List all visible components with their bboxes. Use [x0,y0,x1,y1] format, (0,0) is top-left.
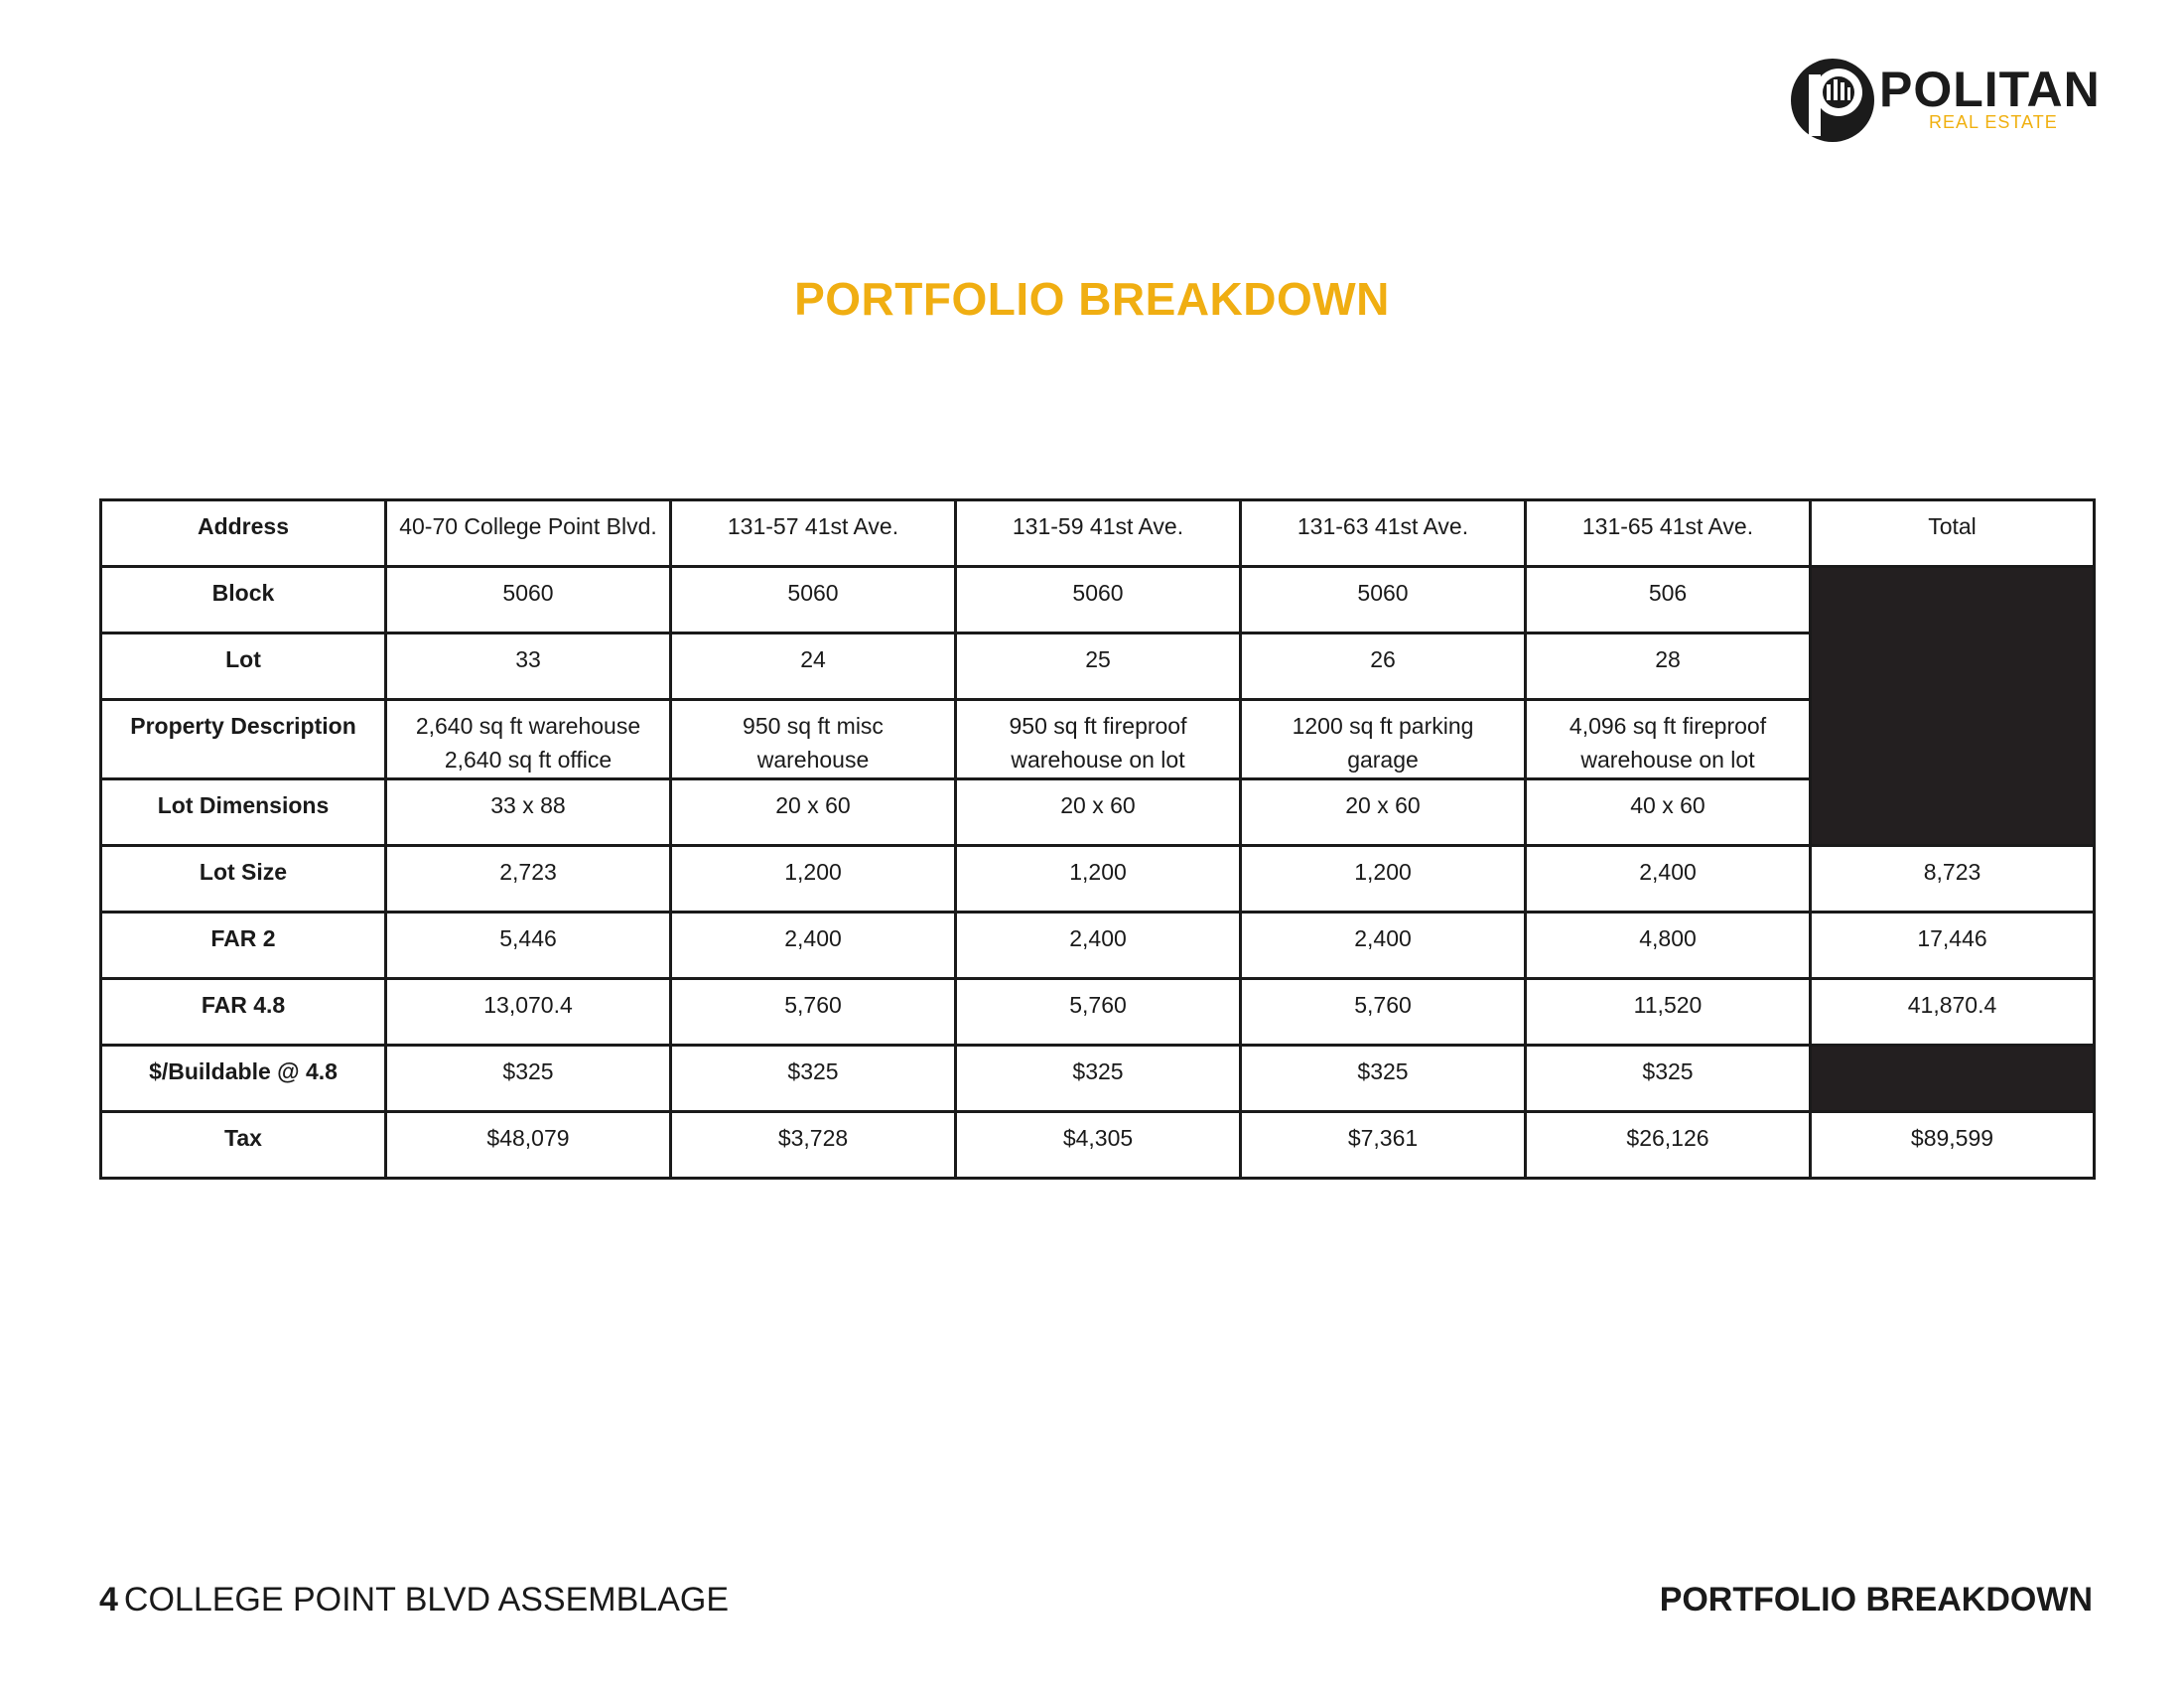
row-label: Lot [101,633,386,700]
table-cell: 2,400 [1241,913,1526,979]
row-label: Lot Dimensions [101,779,386,846]
table-cell: 5060 [386,567,671,633]
column-header: 131-63 41st Ave. [1241,500,1526,567]
table-cell: 2,400 [1526,846,1811,913]
table-cell: 11,520 [1526,979,1811,1046]
table-cell: 5,760 [671,979,956,1046]
table-cell: 5,446 [386,913,671,979]
cell-line: 4,096 sq ft fireproof [1569,713,1767,739]
footer-section-title: PORTFOLIO BREAKDOWN [1659,1581,2093,1618]
table-cell: $325 [1241,1046,1526,1112]
column-header: Address [101,500,386,567]
cell-line: garage [1347,747,1419,773]
table-cell: 1,200 [671,846,956,913]
total-cell: 41,870.4 [1811,979,2095,1046]
column-header: 131-65 41st Ave. [1526,500,1811,567]
footer-left [99,1583,729,1617]
column-header: 40-70 College Point Blvd. [386,500,671,567]
table-cell: $325 [386,1046,671,1112]
table-cell: 5060 [1241,567,1526,633]
table-cell: 5060 [956,567,1241,633]
page-number: 4 [99,1581,118,1618]
table-cell [1241,700,1526,779]
table-cell: 24 [671,633,956,700]
table-cell: 26 [1241,633,1526,700]
cell-line: 1200 sq ft parking [1292,713,1474,739]
table-cell [956,700,1241,779]
column-header: 131-59 41st Ave. [956,500,1241,567]
row-label: $/Buildable @ 4.8 [101,1046,386,1112]
cell-line: warehouse on lot [1011,747,1185,773]
table-cell: $325 [1526,1046,1811,1112]
column-header: Total [1811,500,2095,567]
portfolio-table [99,498,2096,1180]
table-header-row [101,500,2095,567]
table-cell: $325 [956,1046,1241,1112]
table-row-far-2 [101,913,2095,979]
table-cell: 2,723 [386,846,671,913]
cell-line: warehouse on lot [1580,747,1755,773]
table-cell: $26,126 [1526,1112,1811,1179]
cell-line: warehouse [756,747,870,773]
total-cell: 8,723 [1811,846,2095,913]
table-row-lot-dimensions [101,779,2095,846]
total-cell: $89,599 [1811,1112,2095,1179]
table-cell: 4,800 [1526,913,1811,979]
cell-line: 950 sq ft fireproof [1009,713,1187,739]
table-cell: 33 [386,633,671,700]
table-cell [671,700,956,779]
table-cell: 40 x 60 [1526,779,1811,846]
total-cell: 17,446 [1811,913,2095,979]
row-label: Block [101,567,386,633]
brand-tagline: REAL ESTATE [1929,112,2058,132]
row-label: FAR 4.8 [101,979,386,1046]
table-row-block [101,567,2095,633]
table-cell: 20 x 60 [1241,779,1526,846]
brand-name: POLITAN [1879,62,2101,117]
table-cell: 1,200 [956,846,1241,913]
table-row-buildable-price [101,1046,2095,1112]
table-cell: 28 [1526,633,1811,700]
politan-logo-icon [1787,55,1878,146]
table-cell: 5,760 [1241,979,1526,1046]
table-cell: $3,728 [671,1112,956,1179]
table-row-lot-size [101,846,2095,913]
cell-line: 2,640 sq ft office [444,747,613,773]
table-cell: $325 [671,1046,956,1112]
table-cell: 5,760 [956,979,1241,1046]
row-label: Property Description [101,700,386,779]
total-cell-filled [1811,1046,2095,1112]
column-header: 131-57 41st Ave. [671,500,956,567]
total-cell-filled [1811,567,2095,846]
table-cell: 2,400 [671,913,956,979]
table-cell: 13,070.4 [386,979,671,1046]
page-title: PORTFOLIO BREAKDOWN [794,273,1390,325]
portfolio-table-container [99,498,2093,1180]
table-row-property-description [101,700,2095,779]
table-row-far-4-8 [101,979,2095,1046]
row-label: Tax [101,1112,386,1179]
table-cell: 1,200 [1241,846,1526,913]
table-cell: 33 x 88 [386,779,671,846]
table-cell: 506 [1526,567,1811,633]
table-cell: $48,079 [386,1112,671,1179]
table-cell: 25 [956,633,1241,700]
table-cell: $7,361 [1241,1112,1526,1179]
politan-logo [1787,55,2101,149]
cell-line: 950 sq ft misc [743,713,884,739]
document-title: COLLEGE POINT BLVD ASSEMBLAGE [123,1581,729,1618]
row-label: Lot Size [101,846,386,913]
table-cell [386,700,671,779]
row-label: FAR 2 [101,913,386,979]
table-cell: 5060 [671,567,956,633]
cell-line: 2,640 sq ft warehouse [415,713,641,739]
table-cell: 20 x 60 [956,779,1241,846]
table-row-tax [101,1112,2095,1179]
table-cell: 20 x 60 [671,779,956,846]
table-cell [1526,700,1811,779]
table-row-lot [101,633,2095,700]
table-cell: 2,400 [956,913,1241,979]
table-cell: $4,305 [956,1112,1241,1179]
